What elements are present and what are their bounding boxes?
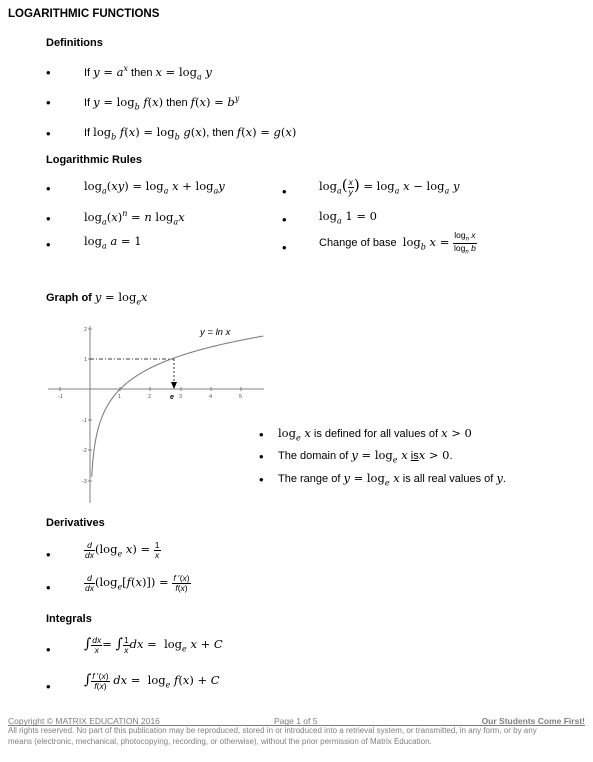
bullet: • xyxy=(282,212,287,227)
ln-graph xyxy=(40,318,270,508)
x-tick-label: 1 xyxy=(118,394,122,400)
bullet: • xyxy=(282,184,287,199)
footer-copyright: Copyright © MATRIX EDUCATION 2016 xyxy=(8,716,160,726)
bullet: • xyxy=(259,427,264,442)
rule-log-one: $\log_a 1 = 0$ xyxy=(319,209,377,226)
x-tick-label: 3 xyxy=(179,394,183,400)
definition-item-2: If $y = \log_b f(x)$ then $f(x) = b^y$ xyxy=(84,94,240,112)
y-tick-label: 1 xyxy=(84,357,88,363)
curve-label: y = ln x xyxy=(200,327,231,338)
change-of-base-label: Change of base xyxy=(319,237,397,250)
graph-heading: Graph of $y = \log_ex$ xyxy=(46,290,148,307)
integral-item-2: ∫ $\frac{f '(x)}{f(x)}$ dx = $\log_e f(x) + C$ xyxy=(84,671,220,691)
derivatives-heading: Derivatives xyxy=(46,517,105,529)
rule-power: $\log_a(x)^n = n$ $\log_ax$ xyxy=(84,209,185,227)
rule-quotient: $\log_a$( $\frac{x}{y}$ ) = $\log_a x - \log_a y$ xyxy=(319,176,460,197)
rule-change-of-base: Change of base $\log_b x$ = $\frac{\log_n x}{\log_n b}$ xyxy=(319,230,476,256)
footer-rights-2: means (electronic, mechanical, photocopying, recording, or otherwise), without the prior permission of Matrix Education. xyxy=(8,737,432,746)
rule-product: $\log_a(xy) = \log_a x + \log_ay$ xyxy=(84,179,225,196)
footer-page: Page 1 of 5 xyxy=(274,716,318,726)
graph-note-2: The domain of $y = \log_e x$ isx > 0. xyxy=(278,448,453,465)
derivative-item-1: $\frac{d}{dx}$ ($\log_e$ x) = $\frac{1}{x}$ xyxy=(85,540,160,560)
bullet: • xyxy=(46,126,51,141)
e-label: e xyxy=(170,394,174,401)
rule-log-a-a: $\log_a a = 1$ xyxy=(84,234,142,251)
y-tick-label: -2 xyxy=(82,448,87,454)
definition-item-1: If $y = a^x$ then $x = \log_a y$ xyxy=(84,64,212,82)
arrow-head xyxy=(171,382,177,389)
bullet: • xyxy=(46,65,51,80)
bullet: • xyxy=(46,181,51,196)
page-title: LOGARITHMIC FUNCTIONS xyxy=(8,8,160,20)
bullet: • xyxy=(46,95,51,110)
bullet: • xyxy=(46,211,51,226)
x-tick-label: 4 xyxy=(209,394,213,400)
definition-item-3: If $\log_b f(x) = \log_b g(x)$, then f(x) = g(x) xyxy=(84,125,297,142)
bullet: • xyxy=(46,580,51,595)
bullet: • xyxy=(46,679,51,694)
y-tick-label: -3 xyxy=(82,479,87,485)
bullet: • xyxy=(46,642,51,657)
definitions-heading: Definitions xyxy=(46,37,103,49)
footer-slogan: Our Students Come First! xyxy=(481,716,585,726)
x-tick-label: 5 xyxy=(239,394,243,400)
integrals-heading: Integrals xyxy=(46,613,92,625)
x-tick-label: 2 xyxy=(148,394,152,400)
x-tick-label: -1 xyxy=(58,394,63,400)
bullet: • xyxy=(259,472,264,487)
derivative-item-2: $\frac{d}{dx}$ $(\log_e[f(x)])$ = $\frac{f '(x)}{f(x)}$ xyxy=(85,573,190,593)
ln-curve xyxy=(92,336,264,477)
footer-rights-1: All rights reserved. No part of this publication may be reproduced, stored in or introduced into a retrieval system, or transmitted, in any form, or by any xyxy=(8,726,537,735)
bullet: • xyxy=(282,240,287,255)
bullet: • xyxy=(259,449,264,464)
bullet: • xyxy=(46,547,51,562)
graph-note-3: The range of $y = \log_e x$ is all real values of y. xyxy=(278,471,506,488)
integral-item-1: ∫ $\frac{dx}{x}$ = ∫ $\frac{1}{x}$ dx = $\log_e x + C$ xyxy=(84,635,223,655)
y-tick-label: 2 xyxy=(84,327,88,333)
bullet: • xyxy=(46,237,51,252)
y-tick-label: -1 xyxy=(82,418,87,424)
graph-note-1: $\log_e x$ is defined for all values of x > 0 xyxy=(278,426,472,443)
rules-heading: Logarithmic Rules xyxy=(46,154,142,166)
